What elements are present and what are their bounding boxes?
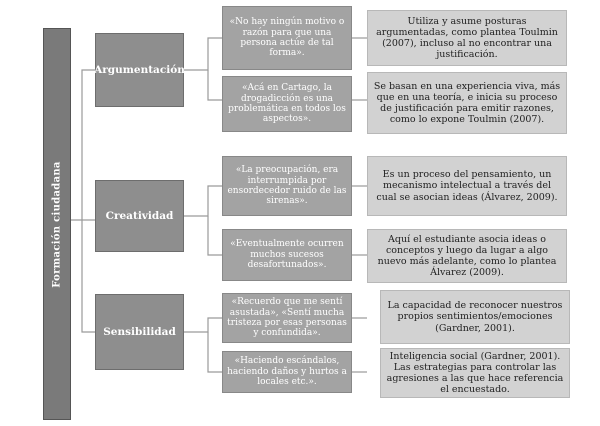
explanation-box: Es un proceso del pensamiento, un mecanismo intelectual a través del cual se asocian ideas (Álvarez, 2009). — [367, 156, 567, 216]
connector-argumentacion-q2 — [208, 70, 222, 100]
category-label: Sensibilidad — [103, 326, 176, 338]
category-sensibilidad — [95, 294, 184, 370]
explanation-box: Aquí el estudiante asocia ideas o conceptos y luego da lugar a algo nuevo más adelante, como lo plantea Álvarez (2009). — [367, 229, 567, 283]
quote-box: «Eventualmente ocurren muchos sucesos desafortunados». — [222, 229, 352, 281]
root-label: Formación ciudadana — [51, 160, 63, 288]
connector-sensibilidad-q1 — [184, 318, 222, 332]
connector-creatividad-q1 — [184, 186, 222, 216]
explanation-box: Utiliza y asume posturas argumentadas, como plantea Toulmin (2007), incluso al no encontrar una justificación. — [367, 10, 567, 66]
category-argumentacion — [95, 33, 184, 107]
category-creatividad — [95, 180, 184, 252]
connector-root-argumentacion — [71, 70, 95, 220]
quote-box: «La preocupación, era interrumpida por ensordecedor ruido de las sirenas». — [222, 156, 352, 216]
quote-box: «No hay ningún motivo o razón para que una persona actúe de tal forma». — [222, 6, 352, 70]
quote-box: «Recuerdo que me sentí asustada», «Sentí mucha tristeza por esas personas y confundida». — [222, 293, 352, 343]
explanation-box: La capacidad de reconocer nuestros propios sentimientos/emociones (Gardner, 2001). — [380, 290, 570, 344]
connector-root-sensibilidad — [82, 220, 95, 332]
category-label: Argumentación — [94, 64, 185, 76]
explanation-box: Se basan en una experiencia viva, más que en una teoría, e inicia su proceso de justificación para emitir razones, como lo expone Toulmin (2007). — [367, 72, 567, 134]
quote-box: «Haciendo escándalos, haciendo daños y hurtos a locales etc.». — [222, 351, 352, 393]
quote-box: «Acá en Cartago, la drogadicción es una problemática en todos los aspectos». — [222, 76, 352, 132]
connector-argumentacion-q1 — [184, 38, 222, 70]
explanation-box: Inteligencia social (Gardner, 2001). Las estrategias para controlar las agresiones a las que hace referencia el encuestado. — [380, 348, 570, 398]
connector-sensibilidad-q2 — [208, 332, 222, 372]
connector-creatividad-q2 — [208, 216, 222, 255]
category-label: Creatividad — [105, 210, 174, 222]
root-node — [43, 28, 71, 420]
